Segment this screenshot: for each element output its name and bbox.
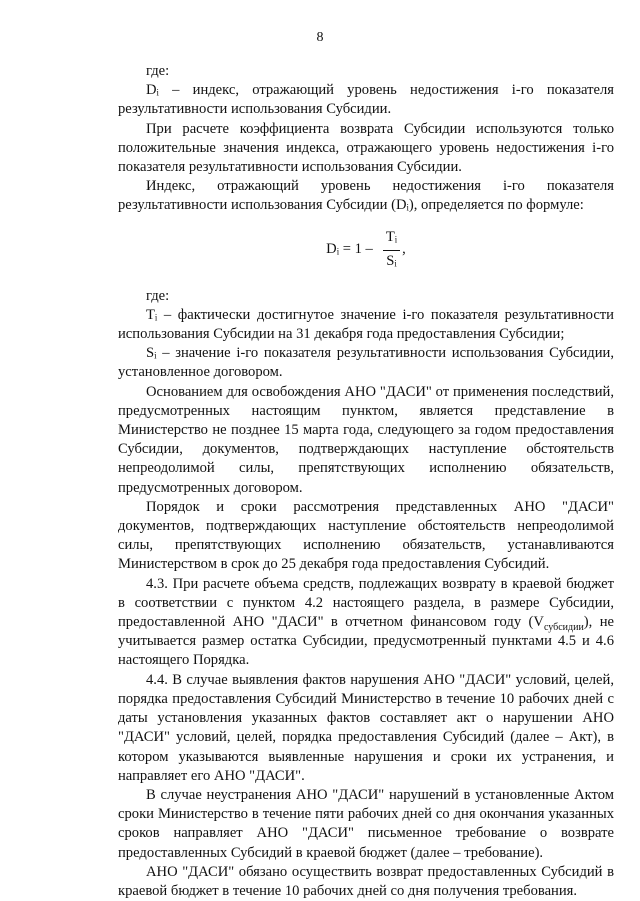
paragraph-4-3 [118,575,614,671]
paragraph-return-obligation: АНО "ДАСИ" обязано осуществить возврат предоставленных Субсидий в краевой бюджет в течение 10 рабочих дней со дня получения требования. [118,863,614,899]
formula-numerator: Tᵢ [385,229,398,246]
paragraph-non-elimination: В случае неустранения АНО "ДАСИ" нарушений в установленные Актом сроки Министерство в течение пяти рабочих дней со дня окончания указанных сроков направляет АНО "ДАСИ" письменное требование о возврате предоставленных Субсидий в краевой бюджет (далее – требование). [118,786,614,861]
paragraph-si-definition: Sᵢ – значение i-го показателя результативности использования Субсидии, установленное договором. [118,345,614,381]
paragraph-index-formula-intro: Индекс, отражающий уровень недостижения i-го показателя результативности использования Субсидии (Dᵢ), определяется по формуле: [118,178,614,214]
paragraph-exemption-basis: Основанием для освобождения АНО "ДАСИ" от применения последствий, предусмотренных настоящим пунктом, является представление в Министерство не позднее 15 марта года, следующего за годом предоставления Субсидии, документов, подтверждающих наступление обстоятельств непреодолимой силы, препятствующих исполнению обязательств, предусмотренных договором. [118,383,614,496]
paragraph-review-order: Порядок и сроки рассмотрения представленных АНО "ДАСИ" документов, подтверждающих наступление обстоятельств непреодолимой силы, препятствующих исполнению обязательств, устанавливаются Министерством в срок до 25 декабря года предоставления Субсидий. [118,498,614,573]
document-body [118,62,614,901]
where-label-1: где: [146,63,170,79]
formula-di [118,221,614,279]
paragraph-positive-values: При расчете коэффициента возврата Субсидии используются только положительные значения индекса, отражающего уровень недостижения i-го показателя результативности использования Субсидии. [118,120,614,176]
paragraph-4-3-part1: 4.3. При расчете объема средств, подлежащих возврату в краевой бюджет в соответствии с пунктом 4.2 настоящего раздела, в размере Субсидии, предоставленной АНО "ДАСИ" в отчетном финансовом году (V [118,575,614,631]
paragraph-4-4: 4.4. В случае выявления фактов нарушения АНО "ДАСИ" условий, целей, порядка предоставления Субсидий Министерство в течение 10 рабочих дней с даты установления указанных фактов составляет акт о нарушении АНО "ДАСИ" условий, целей, порядка предоставления Субсидий (далее – Акт), в котором указываются выявленные нарушения и сроки их устранения, и направляет его АНО "ДАСИ". [118,671,614,784]
paragraph-4-3-part2: ), не учитывается размер остатка Субсидии, предусмотренный пунктами 4.5 и 4.6 настоящего Порядка. [118,614,614,669]
v-subsidy-subscript: субсидии [543,621,584,633]
page-number: 8 [316,30,324,45]
paragraph-di-definition: Dᵢ – индекс, отражающий уровень недостижения i-го показателя результативности использования Субсидии. [118,82,614,118]
formula-lhs: Dᵢ = 1 – [326,241,373,258]
formula-fraction [383,228,400,270]
where-label-2: где: [146,287,170,304]
formula-trail: , [402,241,406,258]
paragraph-ti-definition: Tᵢ – фактически достигнутое значение i-го показателя результативности использования Субсидии на 31 декабря года предоставления Субсидии; [118,306,614,343]
formula-denominator: Sᵢ [383,250,400,271]
